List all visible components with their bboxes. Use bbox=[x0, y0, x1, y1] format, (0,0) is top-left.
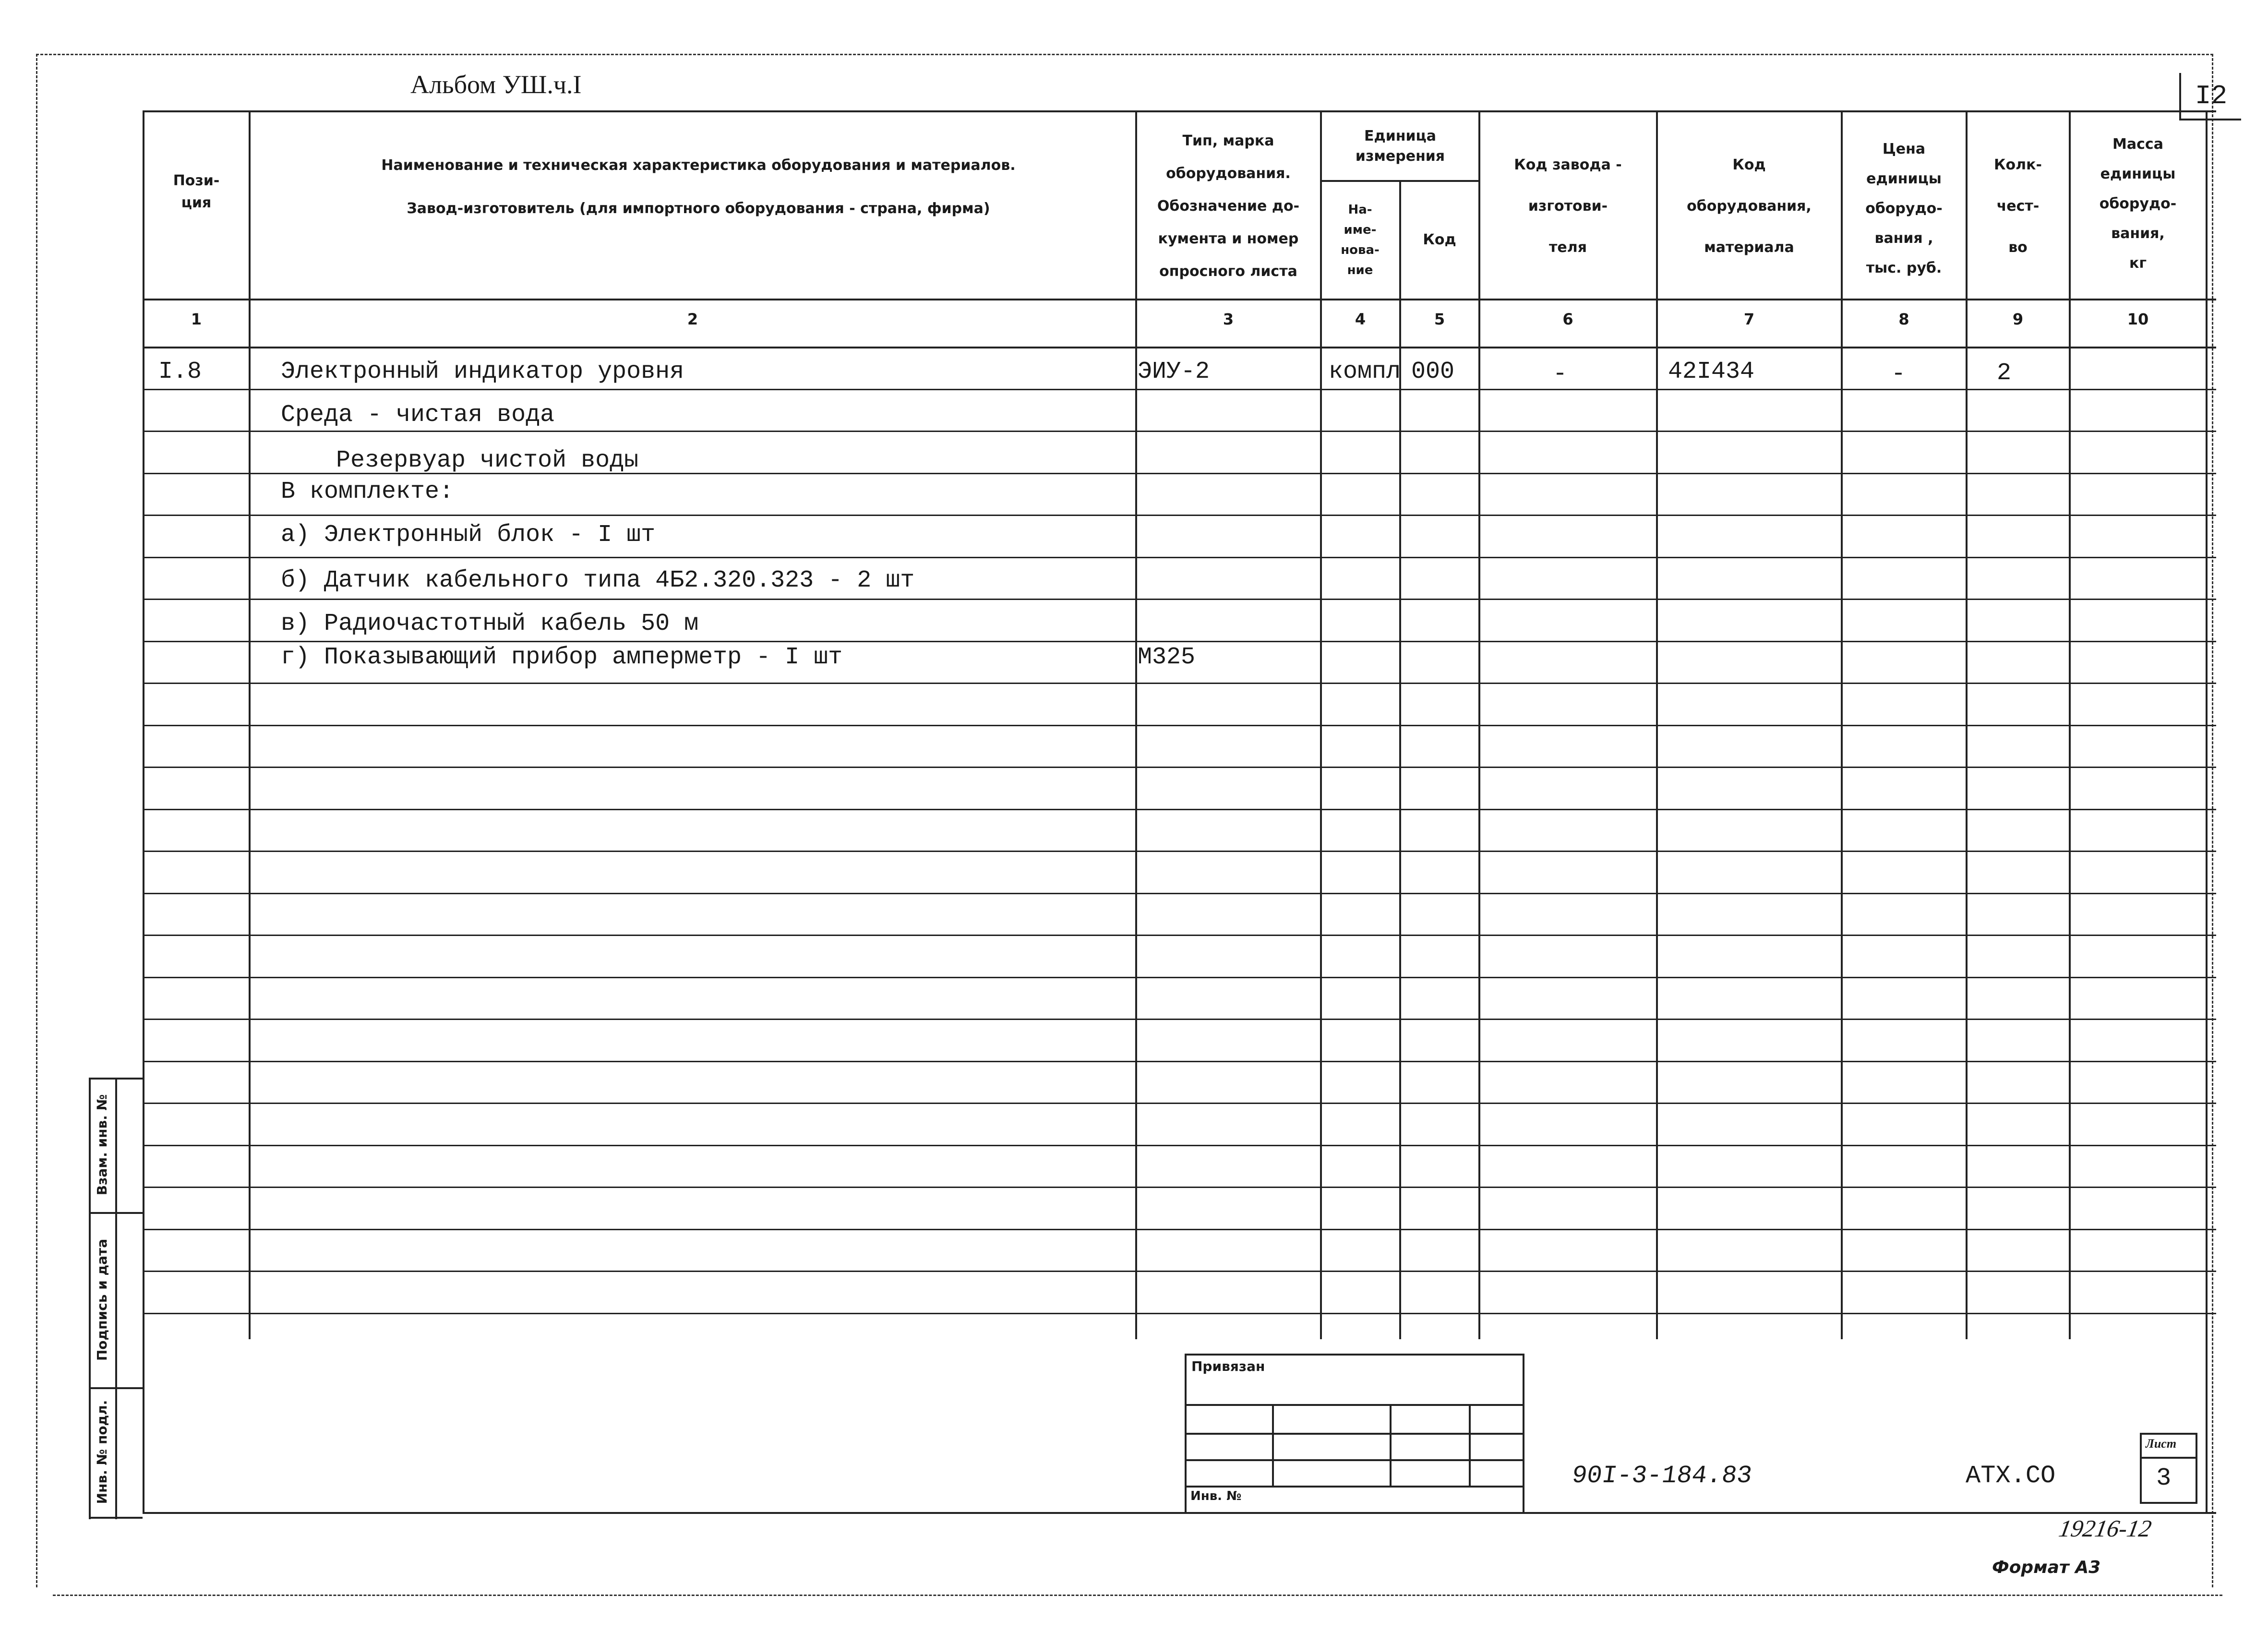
header-price-line3: оборудо- bbox=[1865, 200, 1943, 217]
colnum-3: 3 bbox=[1223, 310, 1234, 328]
header-price-line4: вания , bbox=[1874, 230, 1933, 247]
header-factory-line3: теля bbox=[1549, 239, 1587, 256]
row-line-16 bbox=[143, 1019, 2216, 1020]
header-mass-line3: оборудо- bbox=[2099, 195, 2177, 212]
header-unit-code-text: Код bbox=[1423, 231, 1456, 248]
row-line-7 bbox=[143, 641, 2216, 642]
header-equipment-code bbox=[1657, 134, 1841, 278]
row-line-12 bbox=[143, 851, 2216, 852]
header-quantity bbox=[1967, 134, 2069, 278]
header-type-line3: Обозначение до- bbox=[1157, 198, 1300, 215]
header-mass-line4: вания, bbox=[2111, 225, 2165, 242]
stamp-pravyazan-label: Привязан bbox=[1191, 1358, 1265, 1374]
colnum-10: 10 bbox=[2127, 310, 2149, 328]
header-position-line2: ция bbox=[181, 194, 212, 211]
header-equipment-line2: оборудования, bbox=[1687, 198, 1812, 215]
row1-type: ЭИУ-2 bbox=[1138, 358, 1210, 385]
row-line-21 bbox=[143, 1229, 2216, 1230]
header-mass-line2: единицы bbox=[2100, 166, 2176, 182]
header-factory-code bbox=[1480, 134, 1656, 278]
header-unit-code bbox=[1401, 185, 1478, 295]
stamp-row-line-4 bbox=[1185, 1486, 1523, 1488]
header-price-line5: тыс. руб. bbox=[1866, 260, 1942, 276]
header-unit-mass bbox=[2070, 122, 2206, 286]
row1-factory: - bbox=[1553, 360, 1568, 388]
header-mass-line1: Масса bbox=[2112, 136, 2163, 153]
header-bottom-line bbox=[143, 299, 2216, 300]
row-line-10 bbox=[143, 767, 2216, 768]
side-stamp-signature-date: Подпись и дата bbox=[94, 1238, 110, 1361]
format-label: Формат А3 bbox=[1992, 1558, 2101, 1577]
row1-equipment-code: 42I434 bbox=[1668, 358, 1755, 385]
header-unit-name-line2: име- bbox=[1344, 223, 1377, 237]
colnum-5: 5 bbox=[1434, 310, 1445, 328]
header-type-line2: оборудования. bbox=[1166, 165, 1291, 182]
row1-code: 000 bbox=[1411, 358, 1455, 385]
colnum-1: 1 bbox=[191, 310, 202, 328]
header-factory-line2: изготови- bbox=[1528, 198, 1608, 215]
title-block-right bbox=[2206, 1339, 2208, 1514]
row-line-2 bbox=[143, 431, 2216, 432]
row8-name: г) Показывающий прибор амперметр - I шт bbox=[281, 644, 843, 671]
colnum-6: 6 bbox=[1562, 310, 1573, 328]
doc-section: АТХ.СО bbox=[1966, 1462, 2056, 1490]
header-position-line1: Пози- bbox=[173, 172, 220, 189]
stamp-row-line-3 bbox=[1185, 1459, 1523, 1461]
row5-name: а) Электронный блок - I шт bbox=[281, 521, 656, 549]
stamp-col-line-3 bbox=[1469, 1404, 1471, 1486]
row8-type: М325 bbox=[1138, 644, 1196, 671]
sheet-number: 3 bbox=[2156, 1464, 2172, 1492]
row-line-23 bbox=[143, 1313, 2216, 1314]
header-unit-name bbox=[1321, 185, 1399, 295]
row-line-13 bbox=[143, 893, 2216, 894]
header-price-line1: Цена bbox=[1882, 141, 1926, 157]
row3-name: Резервуар чистой воды bbox=[336, 447, 639, 474]
row1-unit: компл bbox=[1329, 358, 1401, 385]
header-unit-price bbox=[1842, 130, 1966, 288]
sheet-number-divider bbox=[2140, 1457, 2197, 1459]
stamp-col-line-2 bbox=[1390, 1404, 1392, 1486]
row-line-8 bbox=[143, 683, 2216, 684]
row-line-5 bbox=[143, 557, 2216, 558]
header-unit-name-line3: нова- bbox=[1341, 243, 1380, 257]
row-line-22 bbox=[143, 1271, 2216, 1272]
row-line-15 bbox=[143, 977, 2216, 978]
row7-name: в) Радиочастотный кабель 50 м bbox=[281, 610, 699, 637]
corner-sheet-number: I2 bbox=[2179, 73, 2241, 120]
sheet-label: Лист bbox=[2146, 1437, 2177, 1451]
header-unit-line1: Единица bbox=[1364, 128, 1436, 144]
stamp-row-line-2 bbox=[1185, 1433, 1523, 1435]
stamp-inv-no-label: Инв. № bbox=[1190, 1489, 1242, 1503]
colnum-9: 9 bbox=[2012, 310, 2024, 328]
row-line-6 bbox=[143, 599, 2216, 600]
header-qty-line3: во bbox=[2008, 239, 2028, 256]
col-divider-4 bbox=[1399, 180, 1401, 1339]
colnum-8: 8 bbox=[1898, 310, 1909, 328]
row1-name: Электронный индикатор уровня bbox=[281, 358, 684, 385]
row-line-18 bbox=[143, 1103, 2216, 1104]
header-qty-line2: чест- bbox=[1996, 198, 2040, 215]
header-type-line4: кумента и номер bbox=[1158, 230, 1299, 247]
header-type bbox=[1137, 120, 1320, 293]
doc-code: 90I-3-184.83 bbox=[1570, 1462, 1754, 1490]
side-strip-bottom bbox=[89, 1517, 143, 1519]
row-line-9 bbox=[143, 725, 2216, 726]
side-stamp-original-inv: Инв. № подл. bbox=[94, 1400, 110, 1504]
row6-name: б) Датчик кабельного типа 4Б2.320.323 - 2 шт bbox=[281, 567, 915, 594]
header-type-line1: Тип, марка bbox=[1182, 132, 1274, 149]
header-equipment-line1: Код bbox=[1732, 156, 1766, 173]
row1-position: I.8 bbox=[158, 358, 202, 385]
row4-name: В комплекте: bbox=[281, 478, 454, 505]
header-factory-line1: Код завода - bbox=[1514, 156, 1622, 173]
album-title: Альбом УШ.ч.I bbox=[410, 70, 582, 99]
header-price-line2: единицы bbox=[1866, 170, 1942, 187]
stamp-row-line-1 bbox=[1185, 1404, 1523, 1406]
header-name-line2: Завод-изготовитель (для импортного оборудования - страна, фирма) bbox=[407, 200, 990, 217]
stamp-col-line-1 bbox=[1272, 1404, 1274, 1486]
row-line-1 bbox=[143, 389, 2216, 390]
header-unit-name-line1: На- bbox=[1348, 203, 1372, 217]
row-line-11 bbox=[143, 809, 2216, 810]
row-line-17 bbox=[143, 1061, 2216, 1062]
row-line-19 bbox=[143, 1145, 2216, 1146]
header-unit bbox=[1321, 115, 1479, 178]
archive-serial: 19216-12 bbox=[2057, 1515, 2154, 1542]
header-type-line5: опросного листа bbox=[1159, 263, 1297, 280]
row-line-14 bbox=[143, 935, 2216, 936]
colnum-4: 4 bbox=[1355, 310, 1366, 328]
row2-name: Среда - чистая вода bbox=[281, 401, 555, 429]
header-unit-name-line4: ние bbox=[1347, 263, 1373, 277]
table-top-line bbox=[143, 110, 2216, 112]
header-name-line1: Наименование и техническая характеристика оборудования и материалов. bbox=[381, 157, 1016, 174]
title-block-bottom bbox=[143, 1512, 2216, 1514]
row1-price: - bbox=[1891, 360, 1906, 388]
colnum-7: 7 bbox=[1743, 310, 1755, 328]
row1-quantity: 2 bbox=[1997, 360, 2012, 387]
header-position bbox=[144, 144, 249, 240]
header-name bbox=[269, 139, 1128, 235]
header-mass-line5: кг bbox=[2129, 255, 2147, 272]
colnum-2: 2 bbox=[687, 310, 698, 328]
colnum-bottom-line bbox=[143, 347, 2216, 348]
side-stamp-replaced-inv: Взам. инв. № bbox=[94, 1094, 110, 1196]
bottom-cut-line bbox=[53, 1595, 2222, 1596]
row-line-4 bbox=[143, 515, 2216, 516]
header-equipment-line3: материала bbox=[1704, 239, 1794, 256]
header-unit-line2: измерения bbox=[1355, 148, 1445, 165]
header-qty-line1: Колк- bbox=[1994, 156, 2042, 173]
row-line-20 bbox=[143, 1187, 2216, 1188]
